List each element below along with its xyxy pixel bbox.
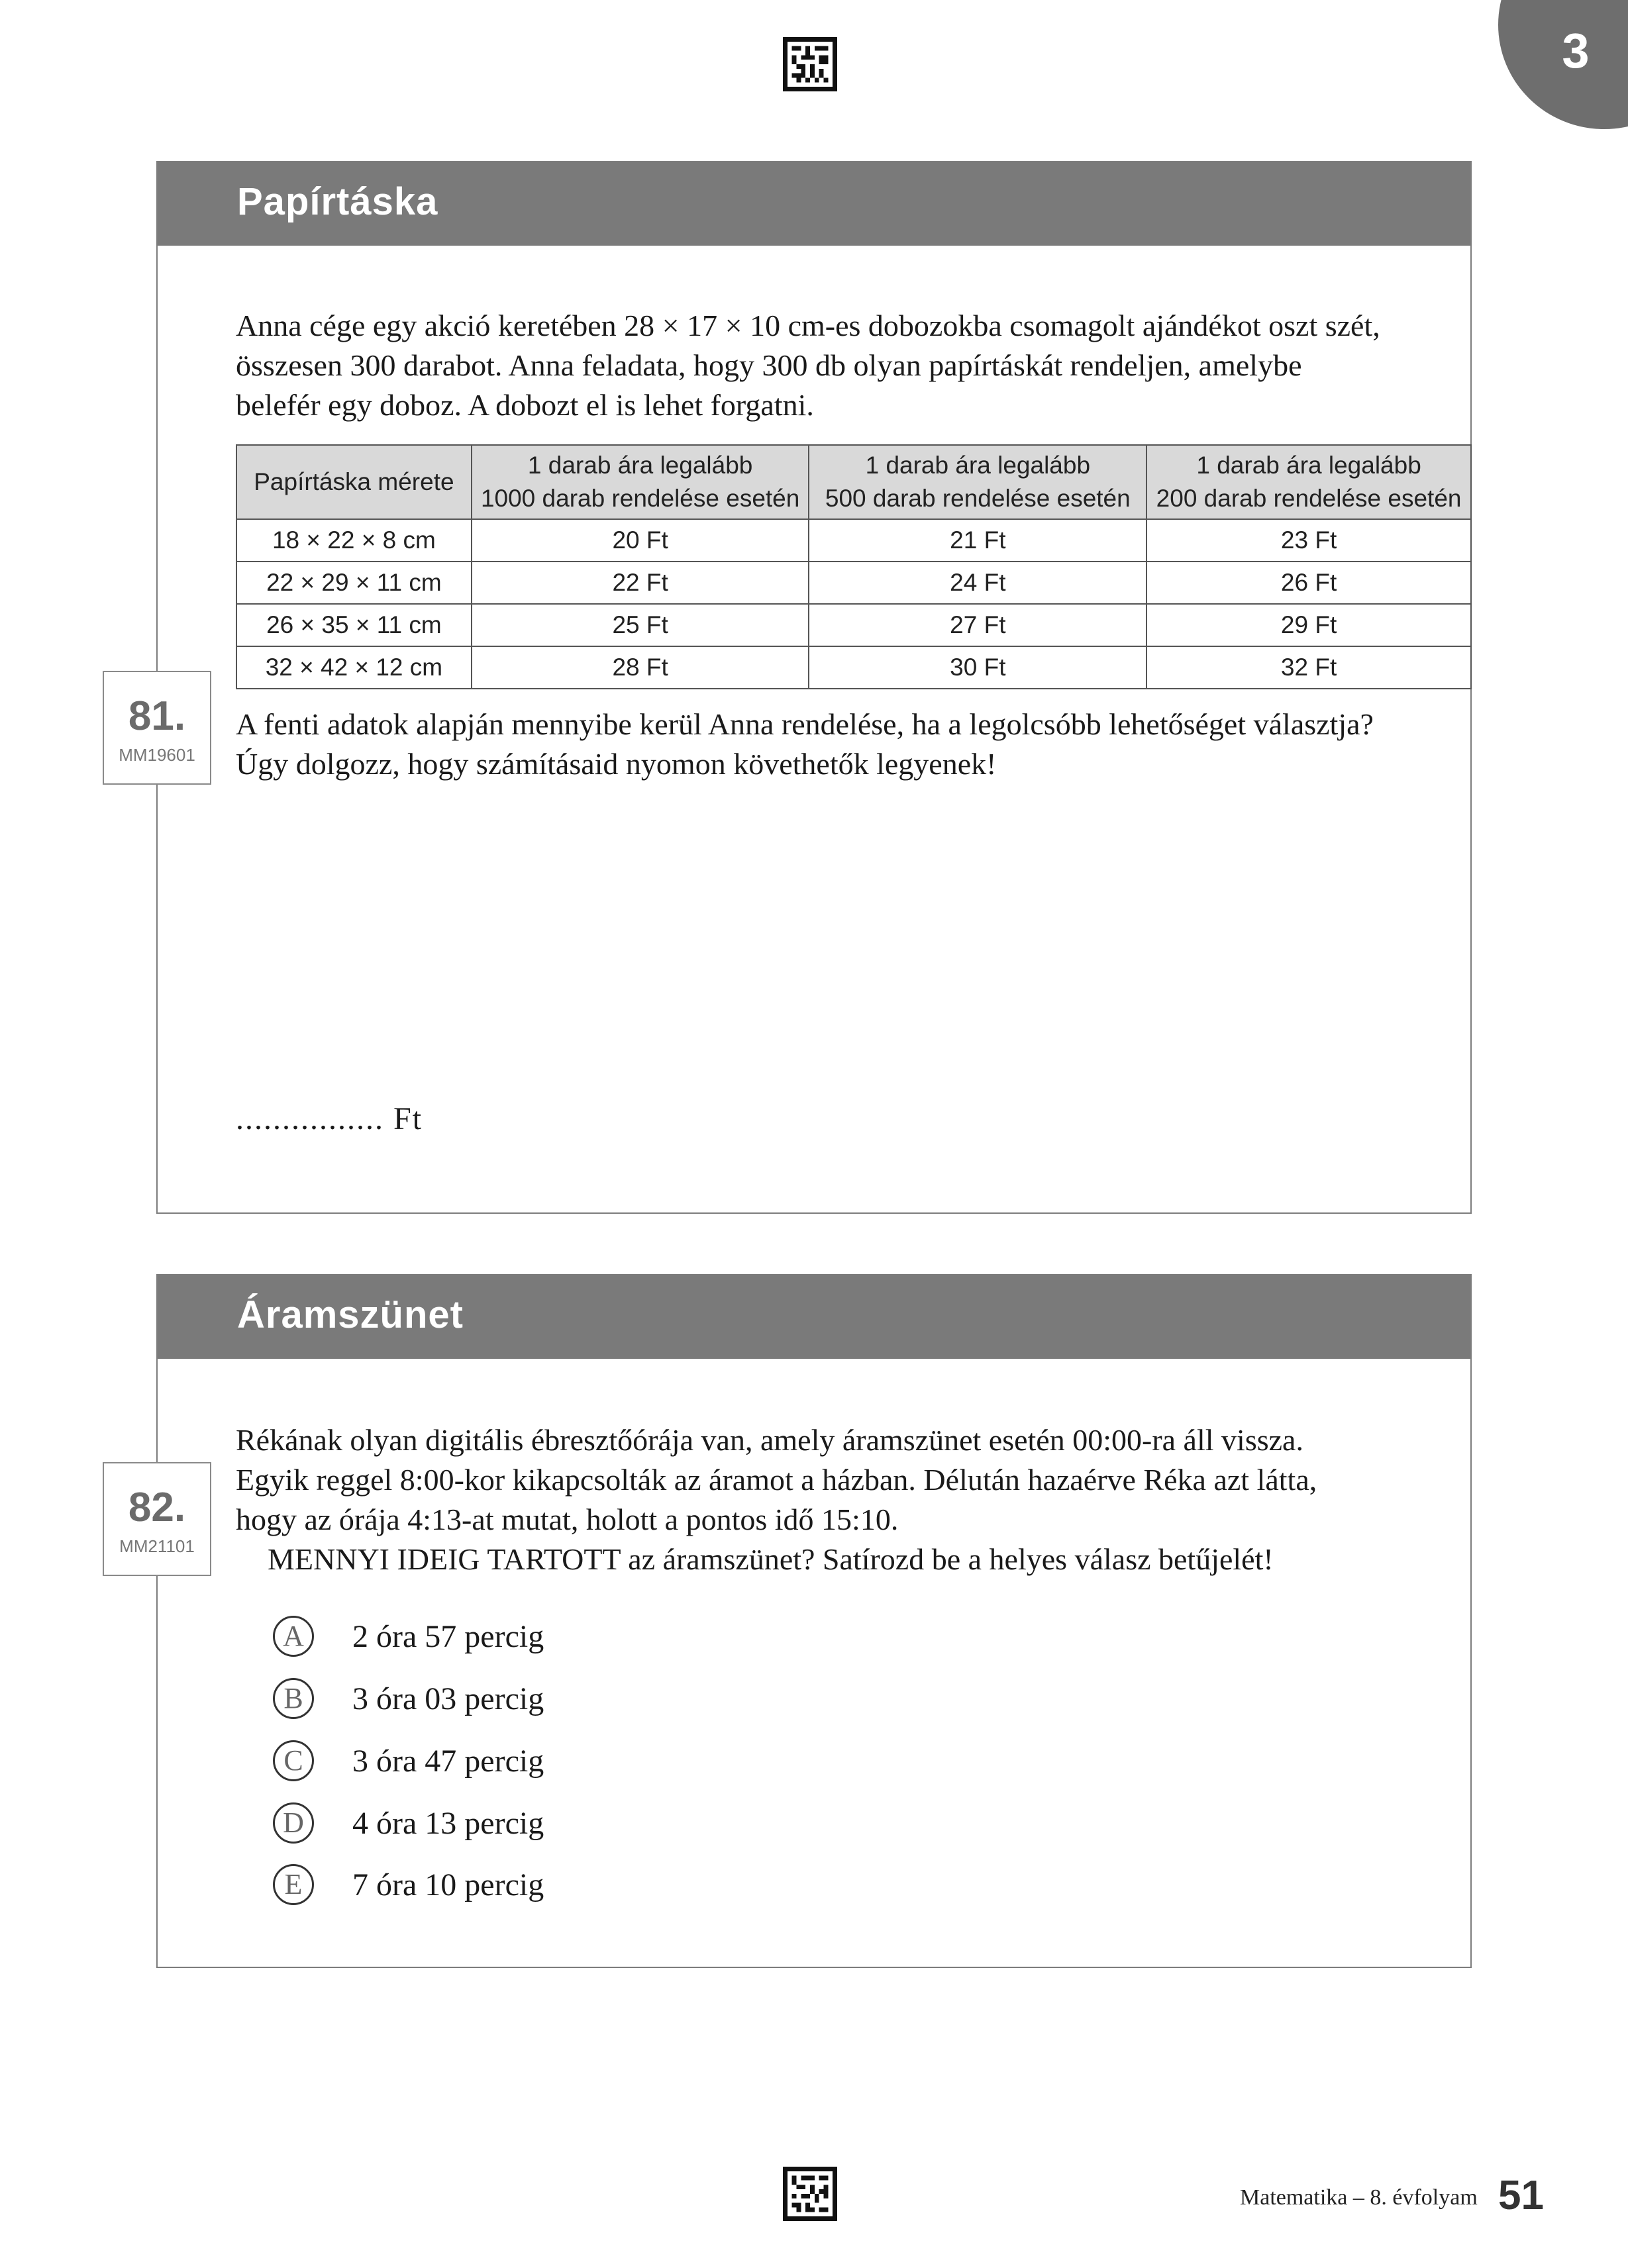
- price-cell: 20 Ft: [472, 519, 809, 562]
- table-row: [236, 562, 1471, 604]
- price-cell: 27 Ft: [809, 604, 1146, 646]
- table-header-row: [236, 445, 1471, 519]
- question-line: A fenti adatok alapján mennyibe kerül Anna rendelése, ha a legolcsóbb lehetőséget választja?: [236, 707, 1374, 741]
- header-text: 1 darab ára legalább: [865, 452, 1091, 479]
- header-cell: [472, 445, 809, 519]
- problem-text: [236, 1420, 1468, 1579]
- header-text: 1 darab ára legalább: [527, 452, 753, 479]
- header-text: 1000 darab rendelése esetén: [480, 485, 800, 512]
- bubble-c[interactable]: C: [273, 1740, 314, 1781]
- option-label: 4 óra 13 percig: [352, 1806, 544, 1841]
- bubble-b[interactable]: B: [273, 1678, 314, 1719]
- intro-line: belefér egy doboz. A dobozt el is lehet forgatni.: [236, 388, 814, 422]
- section-title: Áramszünet: [237, 1293, 464, 1336]
- price-table: [236, 444, 1472, 689]
- size-cell: 22 × 29 × 11 cm: [236, 562, 472, 604]
- size-cell: 26 × 35 × 11 cm: [236, 604, 472, 646]
- qr-code-bottom-icon: [783, 2167, 837, 2221]
- answer-blank[interactable]: ................ Ft: [236, 1101, 423, 1136]
- header-text: 500 darab rendelése esetén: [825, 485, 1131, 512]
- question-badge-82: [103, 1462, 211, 1576]
- header-text: Papírtáska mérete: [254, 468, 454, 495]
- table-row: [236, 519, 1471, 562]
- option-label: 3 óra 47 percig: [352, 1744, 544, 1779]
- header-text: 1 darab ára legalább: [1196, 452, 1421, 479]
- section-header: [158, 162, 1470, 246]
- question-badge-81: [103, 671, 211, 785]
- bubble-e[interactable]: E: [273, 1864, 314, 1905]
- intro-line: összesen 300 darabot. Anna feladata, hogy 300 db olyan papírtáskát rendeljen, amelybe: [236, 348, 1302, 382]
- problem-line: hogy az órája 4:13-at mutat, holott a pontos idő 15:10.: [236, 1503, 899, 1536]
- section-header: [158, 1275, 1470, 1359]
- question-code: MM19601: [119, 745, 195, 765]
- footer-subject: Matematika – 8. évfolyam: [1240, 2185, 1478, 2210]
- price-cell: 29 Ft: [1146, 604, 1471, 646]
- header-text: 200 darab rendelése esetén: [1156, 485, 1462, 512]
- qr-code-top-icon: [783, 37, 837, 91]
- price-cell: 32 Ft: [1146, 646, 1471, 689]
- header-cell: [809, 445, 1146, 519]
- intro-line: Anna cége egy akció keretében 28 × 17 × 10 cm-es dobozokba csomagolt ajándékot oszt szét,: [236, 309, 1380, 342]
- question-number: 82.: [128, 1485, 186, 1530]
- bubble-a[interactable]: A: [273, 1616, 314, 1657]
- header-cell: [1146, 445, 1471, 519]
- intro-text: [236, 306, 1468, 425]
- price-cell: 25 Ft: [472, 604, 809, 646]
- price-cell: 21 Ft: [809, 519, 1146, 562]
- table-row: [236, 646, 1471, 689]
- option-label: 7 óra 10 percig: [352, 1867, 544, 1902]
- bubble-d[interactable]: D: [273, 1802, 314, 1844]
- booklet-number: 3: [1562, 23, 1590, 78]
- size-cell: 32 × 42 × 12 cm: [236, 646, 472, 689]
- size-cell: 18 × 22 × 8 cm: [236, 519, 472, 562]
- question-line: Úgy dolgozz, hogy számításaid nyomon követhetők legyenek!: [236, 747, 997, 781]
- question-number: 81.: [128, 693, 186, 739]
- problem-line: Egyik reggel 8:00-kor kikapcsolták az áramot a házban. Délután hazaérve Réka azt látta,: [236, 1463, 1317, 1497]
- price-cell: 23 Ft: [1146, 519, 1471, 562]
- price-cell: 30 Ft: [809, 646, 1146, 689]
- price-cell: 26 Ft: [1146, 562, 1471, 604]
- section-title: Papírtáska: [237, 180, 438, 223]
- price-cell: 24 Ft: [809, 562, 1146, 604]
- page-number: 51: [1498, 2173, 1544, 2218]
- table-row: [236, 604, 1471, 646]
- option-label: 3 óra 03 percig: [352, 1681, 544, 1716]
- header-cell: [236, 445, 472, 519]
- price-cell: 22 Ft: [472, 562, 809, 604]
- question-code: MM21101: [119, 1536, 195, 1556]
- price-cell: 28 Ft: [472, 646, 809, 689]
- option-label: 2 óra 57 percig: [352, 1619, 544, 1654]
- instruction-line: MENNYI IDEIG TARTOTT az áramszünet? Satírozd be a helyes válasz betűjelét!: [268, 1542, 1274, 1576]
- problem-line: Rékának olyan digitális ébresztőórája van, amely áramszünet esetén 00:00-ra áll vissza.: [236, 1423, 1303, 1457]
- question-text: [236, 705, 1468, 784]
